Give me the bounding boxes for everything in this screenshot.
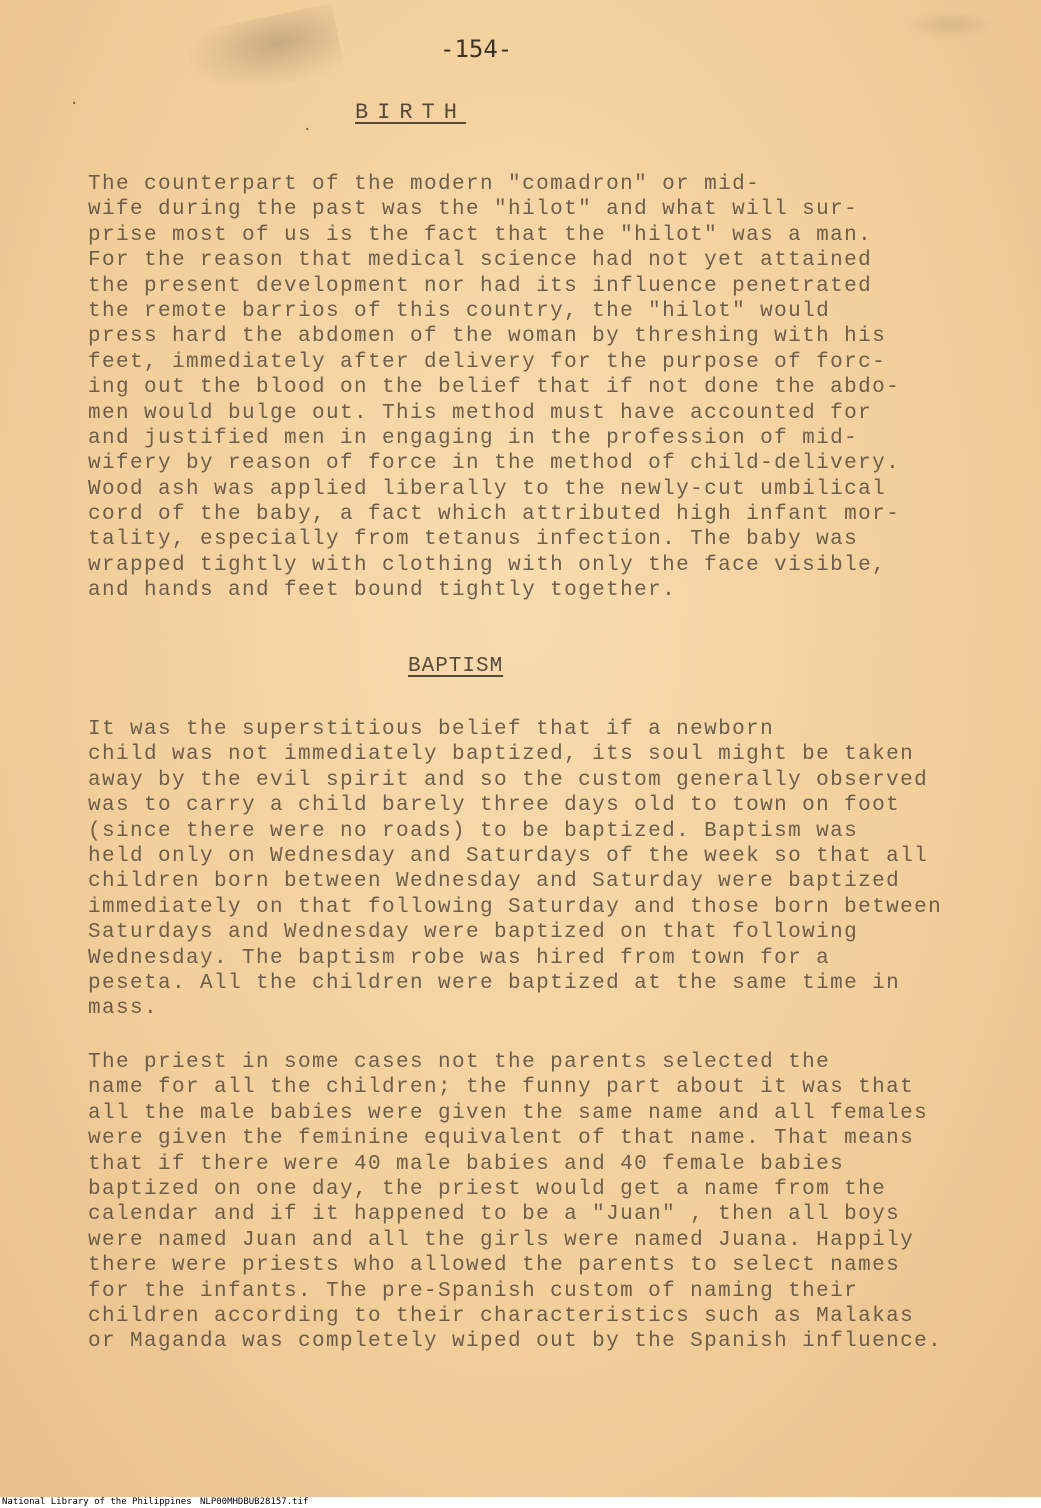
section-heading-baptism: BAPTISM xyxy=(408,655,504,678)
text-line: (since there were no roads) to be baptized. Baptism was xyxy=(88,819,859,843)
text-line: feet, immediately after delivery for the purpose of forc- xyxy=(88,350,887,374)
text-line: Saturdays and Wednesday were baptized on that following xyxy=(88,921,859,945)
text-line: children born between Wednesday and Saturday were baptized xyxy=(88,870,901,894)
text-line: was to carry a child barely three days old to town on foot xyxy=(88,794,901,818)
ink-speck: . xyxy=(70,92,79,108)
text-line: all the male babies were given the same name and all females xyxy=(88,1101,929,1125)
section-heading-birth: BIRTH xyxy=(355,100,467,125)
text-line: the remote barrios of this country, the "hilot" would xyxy=(88,299,831,323)
text-line: press hard the abdomen of the woman by threshing with his xyxy=(88,325,887,349)
footer-institution: National Library of the Philippines xyxy=(2,1497,192,1507)
text-line: Wednesday. The baptism robe was hired from town for a xyxy=(88,946,831,970)
text-line: and hands and feet bound tightly together. xyxy=(88,579,677,603)
text-line: Wood ash was applied liberally to the newly-cut umbilical xyxy=(88,477,887,501)
text-line: peseta. All the children were baptized at the same time in xyxy=(88,971,901,995)
text-line: wife during the past was the "hilot" and what will sur- xyxy=(88,198,859,222)
text-line: held only on Wednesday and Saturdays of the week so that all xyxy=(88,844,929,868)
text-line: For the reason that medical science had not yet attained xyxy=(88,249,873,273)
text-line: the present development nor had its influence penetrated xyxy=(88,274,873,298)
text-line: and justified men in engaging in the profession of mid- xyxy=(88,426,859,450)
text-line: calendar and if it happened to be a "Juan" , then all boys xyxy=(88,1203,901,1227)
text-line: that if there were 40 male babies and 40 female babies xyxy=(88,1152,845,1176)
paragraph-birth xyxy=(88,172,900,604)
paragraph-baptism-1 xyxy=(88,717,942,1022)
text-line: ing out the blood on the belief that if not done the abdo- xyxy=(88,376,901,400)
text-line: wifery by reason of force in the method of child-delivery. xyxy=(88,452,901,476)
text-line: prise most of us is the fact that the "hilot" was a man. xyxy=(88,223,873,247)
text-line: baptized on one day, the priest would get a name from the xyxy=(88,1177,887,1201)
footer-filename: NLP00MHDBUB28157.tif xyxy=(200,1497,309,1507)
text-line: children according to their characteristics such as Malakas xyxy=(88,1304,915,1328)
text-line: cord of the baby, a fact which attributed high infant mor- xyxy=(88,503,901,527)
text-line: tality, especially from tetanus infection. The baby was xyxy=(88,528,859,552)
text-line: name for all the children; the funny part about it was that xyxy=(88,1076,915,1100)
text-line: were given the feminine equivalent of that name. That means xyxy=(88,1127,915,1151)
paper-smudge xyxy=(184,3,345,103)
text-line: or Maganda was completely wiped out by the Spanish influence. xyxy=(88,1330,943,1354)
text-line: It was the superstitious belief that if a newborn xyxy=(88,718,775,741)
text-line: men would bulge out. This method must have accounted for xyxy=(88,401,873,425)
text-line: there were priests who allowed the parents to select names xyxy=(88,1254,901,1278)
page-number: -154- xyxy=(440,35,513,63)
text-line: The priest in some cases not the parents selected the xyxy=(88,1051,831,1074)
text-line: away by the evil spirit and so the custom generally observed xyxy=(88,768,929,792)
text-line: The counterpart of the modern "comadron" or mid- xyxy=(88,173,761,196)
text-line: child was not immediately baptized, its soul might be taken xyxy=(88,743,915,767)
paragraph-baptism-2 xyxy=(88,1050,942,1355)
text-line: were named Juan and all the girls were named Juana. Happily xyxy=(88,1228,915,1252)
ink-speck: . xyxy=(303,118,312,134)
text-line: wrapped tightly with clothing with only the face visible, xyxy=(88,553,887,577)
text-line: for the infants. The pre-Spanish custom of naming their xyxy=(88,1279,859,1303)
text-line: immediately on that following Saturday and those born between xyxy=(88,895,943,919)
paper-smudge xyxy=(905,10,995,40)
text-line: mass. xyxy=(88,997,159,1021)
